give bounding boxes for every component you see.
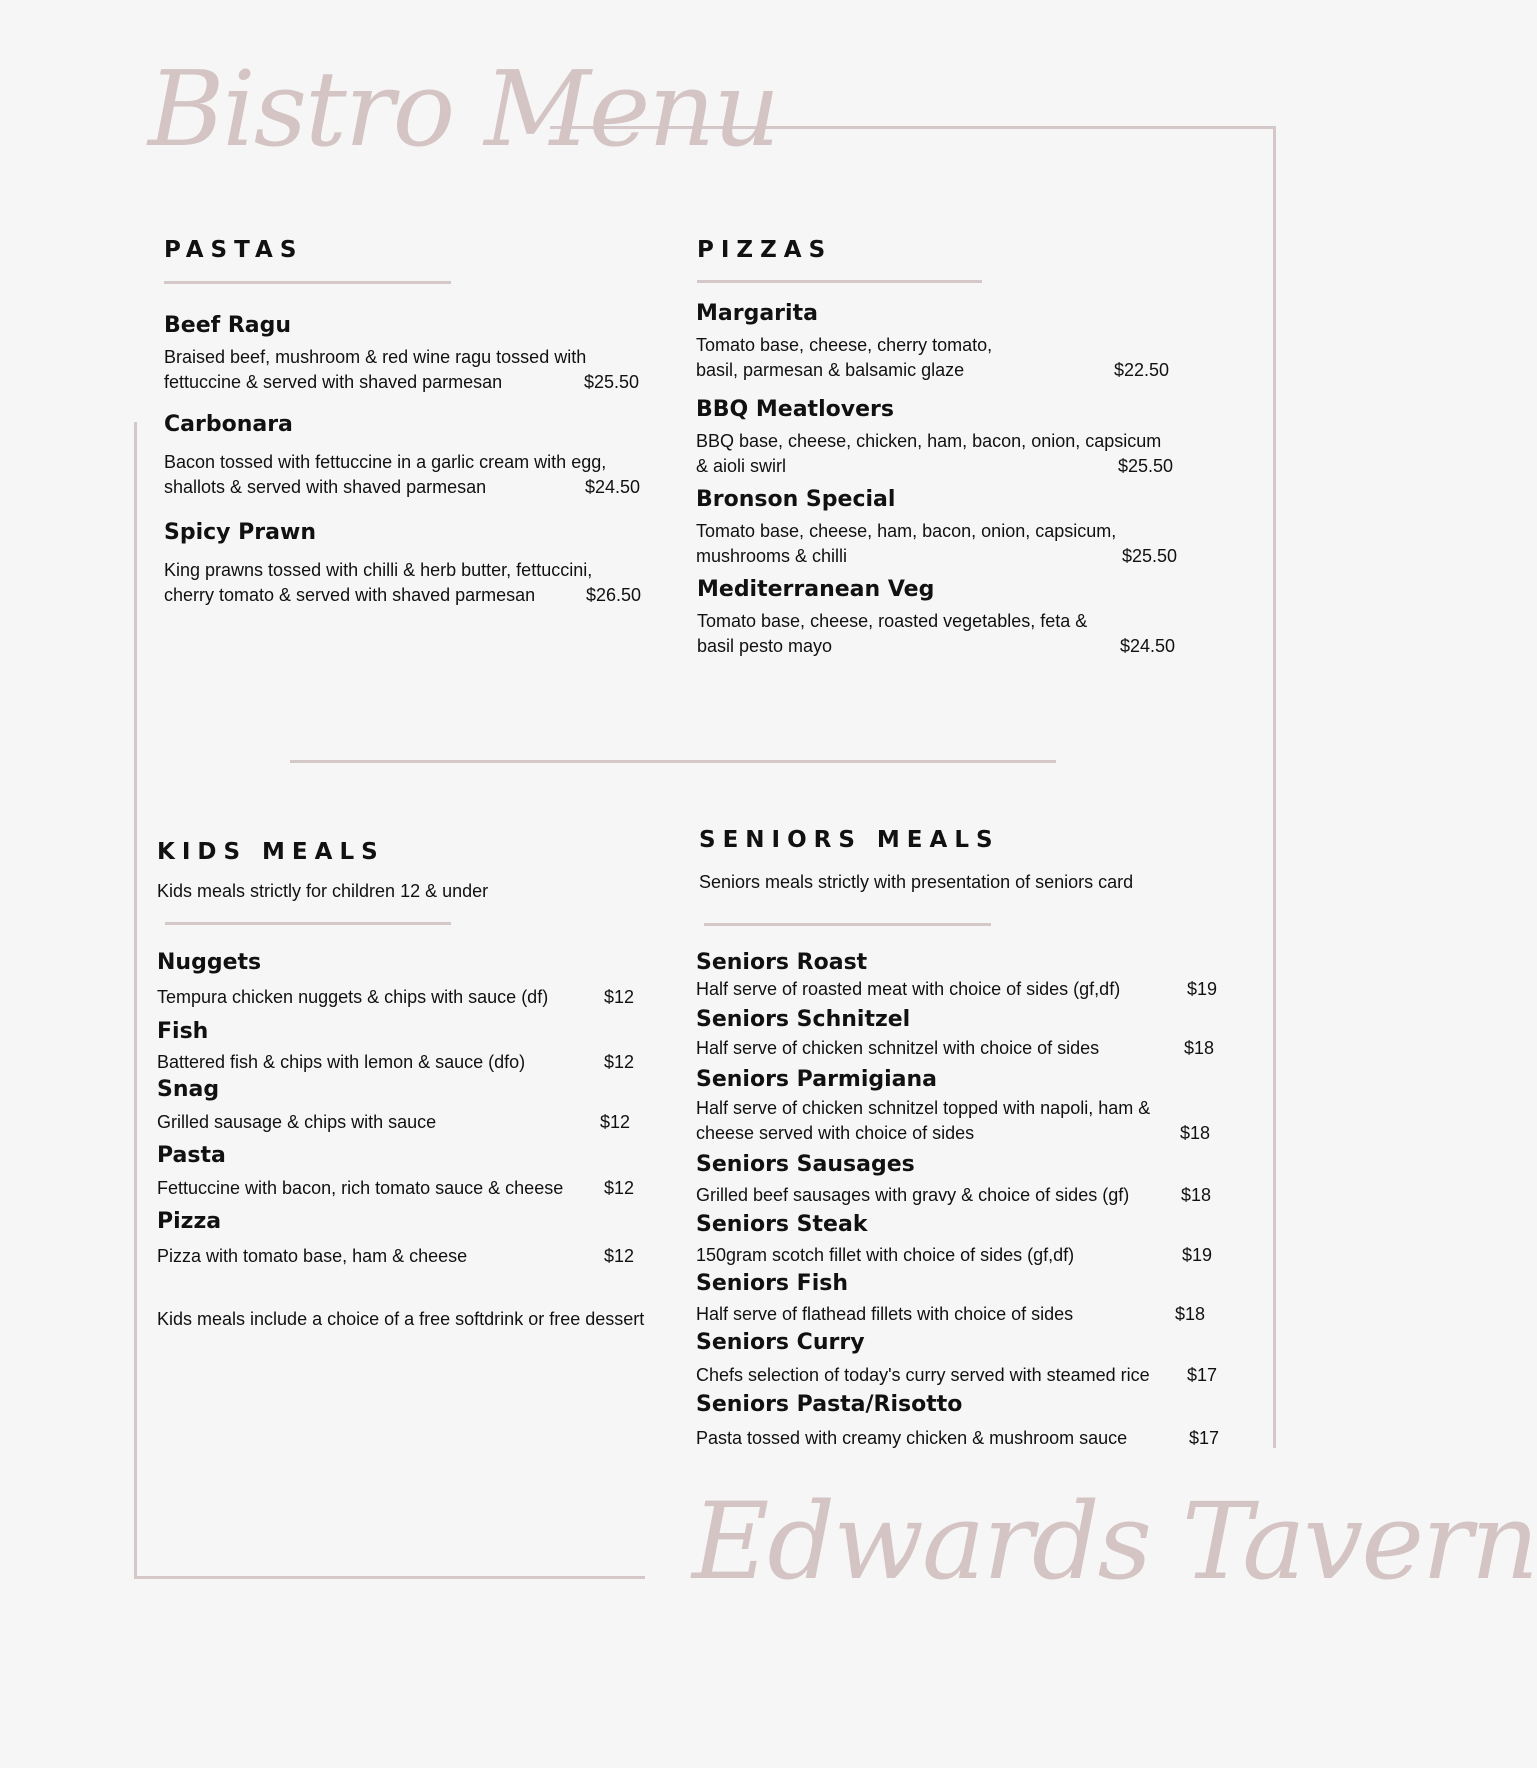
kids-heading: KIDS MEALS xyxy=(157,839,385,865)
menu-item xyxy=(157,950,657,1010)
item-price: $25.50 xyxy=(584,372,640,392)
menu-item xyxy=(696,487,1196,569)
item-price: $19 xyxy=(1187,979,1218,999)
item-price: $12 xyxy=(604,987,635,1007)
menu-item xyxy=(164,313,644,395)
item-description: 150gram scotch fillet with choice of sides (gf,df) xyxy=(696,1245,1075,1265)
item-description: Bacon tossed with fettuccine in a garlic cream with egg, shallots & served with shaved parmesan xyxy=(164,452,607,497)
item-name: Margarita xyxy=(696,301,818,326)
item-description: Battered fish & chips with lemon & sauce (dfo) xyxy=(157,1052,526,1072)
item-price: $17 xyxy=(1187,1365,1218,1385)
menu-item xyxy=(696,1067,1236,1146)
item-description: Tempura chicken nuggets & chips with sauce (df) xyxy=(157,987,549,1007)
item-description: Half serve of flathead fillets with choice of sides xyxy=(696,1304,1074,1324)
item-name: Seniors Curry xyxy=(696,1330,865,1355)
item-name: Seniors Schnitzel xyxy=(696,1007,911,1032)
menu-item xyxy=(164,412,644,500)
item-name: Seniors Fish xyxy=(696,1271,849,1296)
item-name: Pasta xyxy=(157,1143,226,1168)
item-description: Half serve of chicken schnitzel with choice of sides xyxy=(696,1038,1100,1058)
brand-signature: Edwards Tavern xyxy=(692,1480,1537,1603)
center-divider xyxy=(290,760,1056,763)
menu-item xyxy=(696,397,1196,479)
item-price: $25.50 xyxy=(1122,546,1178,566)
item-price: $18 xyxy=(1175,1304,1206,1324)
item-description: Half serve of chicken schnitzel topped with napoli, ham & cheese served with choice of sides xyxy=(696,1098,1151,1143)
item-name: Snag xyxy=(157,1077,220,1102)
item-price: $22.50 xyxy=(1114,360,1170,380)
menu-title: Bistro Menu xyxy=(148,48,779,170)
menu-item xyxy=(157,1019,657,1075)
frame-right-line xyxy=(1273,126,1276,1448)
menu-item xyxy=(696,301,1196,383)
seniors-heading: SENIORS MEALS xyxy=(699,827,1000,853)
seniors-subtitle: Seniors meals strictly with presentation of seniors card xyxy=(699,872,1134,892)
item-name: Carbonara xyxy=(164,412,293,437)
item-name: Seniors Sausages xyxy=(696,1152,915,1177)
kids-subtitle: Kids meals strictly for children 12 & under xyxy=(157,881,489,901)
menu-item xyxy=(696,1330,1236,1388)
item-price: $18 xyxy=(1180,1123,1211,1143)
item-name: Nuggets xyxy=(157,950,262,975)
item-name: Pizza xyxy=(157,1209,222,1234)
pizzas-heading: PIZZAS xyxy=(697,237,833,263)
menu-item xyxy=(164,520,644,608)
item-name: Mediterranean Veg xyxy=(697,577,935,602)
item-name: Seniors Parmigiana xyxy=(696,1067,938,1092)
menu-item xyxy=(697,577,1197,659)
item-description: Grilled sausage & chips with sauce xyxy=(157,1112,437,1132)
menu-item xyxy=(696,1007,1236,1061)
item-description: Pasta tossed with creamy chicken & mushroom sauce xyxy=(696,1428,1128,1448)
kids-footnote: Kids meals include a choice of a free softdrink or free dessert xyxy=(157,1309,645,1329)
item-price: $18 xyxy=(1181,1185,1212,1205)
item-description: Braised beef, mushroom & red wine ragu tossed with fettuccine & served with shaved parmesan xyxy=(164,347,587,392)
pastas-underline xyxy=(164,281,451,284)
item-description: Grilled beef sausages with gravy & choice of sides (gf) xyxy=(696,1185,1130,1205)
item-price: $25.50 xyxy=(1118,456,1174,476)
item-description: BBQ base, cheese, chicken, ham, bacon, onion, capsicum & aioli swirl xyxy=(696,431,1162,476)
item-price: $17 xyxy=(1189,1428,1220,1448)
menu-item xyxy=(157,1077,657,1135)
item-price: $12 xyxy=(604,1178,635,1198)
item-name: Seniors Roast xyxy=(696,950,868,975)
menu-item xyxy=(696,1392,1236,1451)
item-description: Tomato base, cheese, cherry tomato, basil, parmesan & balsamic glaze xyxy=(696,335,993,380)
menu-item xyxy=(696,1271,1236,1327)
item-name: Seniors Steak xyxy=(696,1212,868,1237)
menu-item xyxy=(157,1209,657,1269)
item-name: Bronson Special xyxy=(696,487,896,512)
item-description: Fettuccine with bacon, rich tomato sauce & cheese xyxy=(157,1178,564,1198)
item-name: Spicy Prawn xyxy=(164,520,316,545)
item-description: Pizza with tomato base, ham & cheese xyxy=(157,1246,468,1266)
item-description: Half serve of roasted meat with choice of sides (gf,df) xyxy=(696,979,1121,999)
kids-underline xyxy=(165,922,451,925)
item-price: $12 xyxy=(600,1112,631,1132)
item-description: Chefs selection of today's curry served with steamed rice xyxy=(696,1365,1150,1385)
item-description: Tomato base, cheese, roasted vegetables, feta & basil pesto mayo xyxy=(697,611,1088,656)
seniors-underline xyxy=(704,923,991,926)
item-price: $18 xyxy=(1184,1038,1215,1058)
item-name: Seniors Pasta/Risotto xyxy=(696,1392,963,1417)
menu-item xyxy=(696,1212,1236,1268)
item-price: $26.50 xyxy=(586,585,642,605)
menu-item xyxy=(696,1152,1236,1208)
frame-left-line xyxy=(134,422,137,1578)
item-name: Fish xyxy=(157,1019,209,1044)
item-description: King prawns tossed with chilli & herb butter, fettuccini, cherry tomato & served with shaved parmesan xyxy=(164,560,593,605)
item-name: BBQ Meatlovers xyxy=(696,397,894,422)
item-price: $24.50 xyxy=(1120,636,1176,656)
pizzas-underline xyxy=(697,280,982,283)
item-name: Beef Ragu xyxy=(164,313,292,338)
menu-item xyxy=(696,950,1236,1002)
item-price: $12 xyxy=(604,1246,635,1266)
frame-bottom-line xyxy=(134,1576,645,1579)
item-price: $12 xyxy=(604,1052,635,1072)
pastas-heading: PASTAS xyxy=(164,237,304,263)
item-description: Tomato base, cheese, ham, bacon, onion, capsicum, mushrooms & chilli xyxy=(696,521,1117,566)
menu-item xyxy=(157,1143,657,1201)
item-price: $19 xyxy=(1182,1245,1213,1265)
item-price: $24.50 xyxy=(585,477,641,497)
